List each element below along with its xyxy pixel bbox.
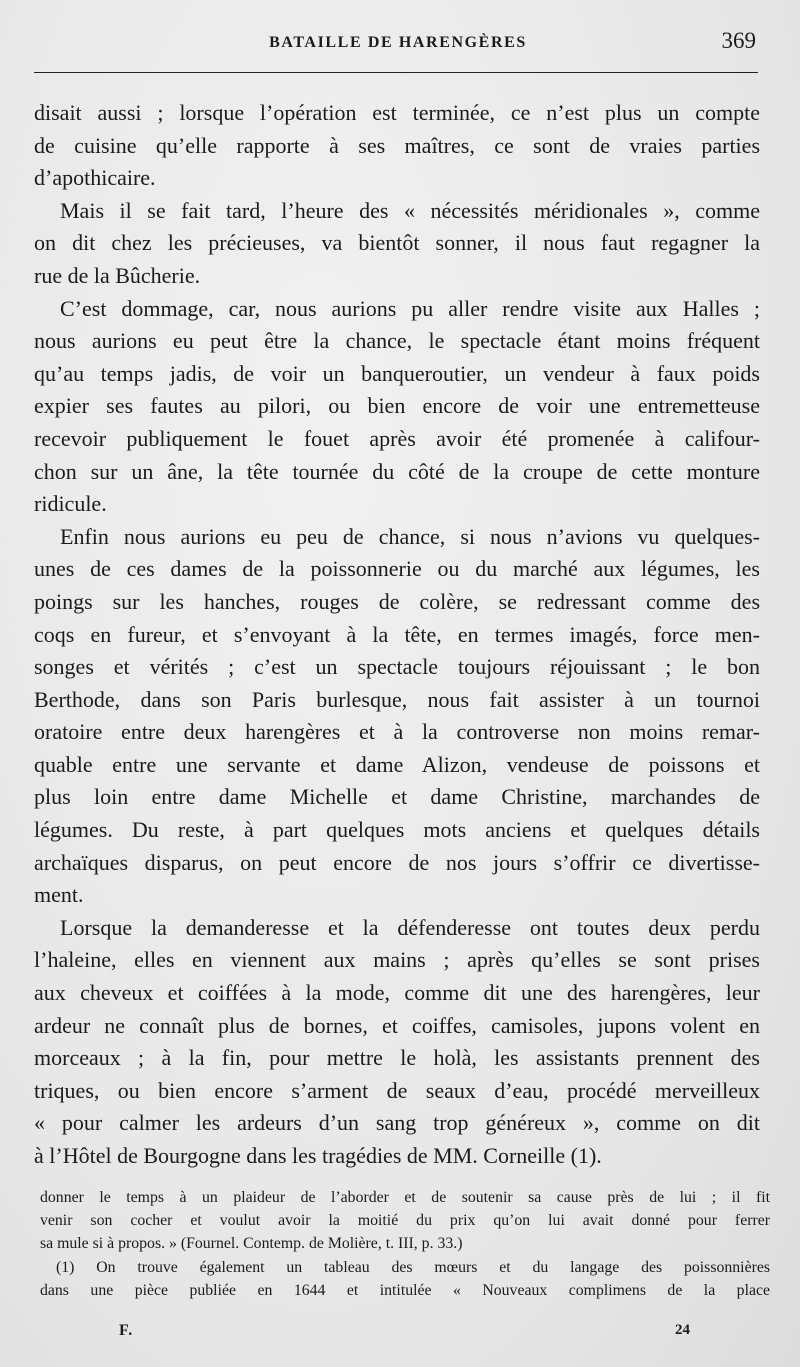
page-number: 369 bbox=[721, 28, 756, 53]
text-line: ardeur ne connaît plus de bornes, et coiffes, camisoles, jupons volent en bbox=[34, 1012, 760, 1038]
text-line: unes de ces dames de la poissonnerie ou du marché aux légumes, les bbox=[34, 556, 760, 582]
text-line: Lorsque la demanderesse et la défenderesse ont toutes deux perdu bbox=[60, 914, 760, 940]
text-line: triques, ou bien encore s’arment de seaux d’eau, procédé merveilleux bbox=[34, 1077, 760, 1103]
text-line: recevoir publiquement le fouet après avoir été promenée à califour- bbox=[34, 425, 760, 451]
text-line: rue de la Bûcherie. bbox=[34, 262, 201, 288]
header-rule bbox=[34, 72, 758, 73]
main-text bbox=[34, 97, 760, 1173]
text-line: songes et vérités ; c’est un spectacle toujours réjouissant ; le bon bbox=[34, 654, 760, 680]
text-line: d’apothicaire. bbox=[34, 165, 156, 191]
footnote-line: (1) On trouve également un tableau des mœurs et du langage des poissonnières bbox=[56, 1258, 770, 1276]
text-line: qu’au temps jadis, de voir un banqueroutier, un vendeur à faux poids bbox=[34, 360, 760, 386]
running-head bbox=[36, 26, 760, 60]
text-line: l’haleine, elles en viennent aux mains ; après qu’elles se sont prises bbox=[34, 947, 760, 973]
text-line: nous aurions eu peut être la chance, le spectacle étant moins fréquent bbox=[34, 328, 760, 354]
running-title: BATAILLE DE HARENGÈRES bbox=[269, 34, 527, 51]
text-line: ment. bbox=[34, 882, 84, 908]
text-line: à l’Hôtel de Bourgogne dans les tragédies de MM. Corneille (1). bbox=[34, 1143, 602, 1168]
text-line: oratoire entre deux harengères et à la controverse non moins remar- bbox=[34, 719, 760, 745]
footnote-line: dans une pièce publiée en 1644 et intitulée « Nouveaux complimens de la place bbox=[40, 1281, 770, 1299]
text-line: C’est dommage, car, nous aurions pu aller rendre visite aux Halles ; bbox=[60, 295, 760, 321]
text-line: « pour calmer les ardeurs d’un sang trop généreux », comme on dit bbox=[34, 1110, 760, 1136]
footnote-line: donner le temps à un plaideur de l’aborder et de soutenir sa cause près de lui ; il fit bbox=[40, 1189, 770, 1206]
text-line: coqs en fureur, et s’envoyant à la tête, en termes imagés, force men- bbox=[34, 621, 760, 647]
text-line: aux cheveux et coiffées à la mode, comme dit une des harengères, leur bbox=[34, 980, 760, 1006]
footnotes bbox=[40, 1186, 770, 1302]
text-line: plus loin entre dame Michelle et dame Christine, marchandes de bbox=[34, 784, 760, 810]
text-line: poings sur les hanches, rouges de colère, se redressant comme des bbox=[34, 588, 760, 614]
text-line: Berthode, dans son Paris burlesque, nous fait assister à un tournoi bbox=[34, 686, 760, 712]
text-line: expier ses fautes au pilori, ou bien encore de voir une entremetteuse bbox=[34, 393, 760, 419]
text-line: on dit chez les précieuses, va bientôt sonner, il nous faut regagner la bbox=[34, 230, 760, 256]
text-line: quable entre une servante et dame Alizon, vendeuse de poissons et bbox=[34, 751, 760, 777]
text-line: disait aussi ; lorsque l’opération est terminée, ce n’est plus un compte bbox=[34, 100, 760, 125]
footnote-line: sa mule si à propos. » (Fournel. Contemp. de Molière, t. III, p. 33.) bbox=[40, 1235, 463, 1253]
text-line: ridicule. bbox=[34, 491, 107, 517]
sheet-number: 24 bbox=[675, 1322, 690, 1338]
footnote-line: venir son cocher et voulut avoir la moitié du prix qu’on lui avait donné pour ferrer bbox=[40, 1212, 770, 1230]
text-line: légumes. Du reste, à part quelques mots anciens et quelques détails bbox=[34, 817, 760, 843]
text-line: Mais il se fait tard, l’heure des « nécessités méridionales », comme bbox=[60, 197, 760, 223]
text-line: Enfin nous aurions eu peu de chance, si nous n’avions vu quelques- bbox=[60, 523, 760, 549]
text-line: de cuisine qu’elle rapporte à ses maîtres, ce sont de vraies parties bbox=[34, 132, 760, 158]
text-line: chon sur un âne, la tête tournée du côté de la croupe de cette monture bbox=[34, 458, 760, 484]
text-line: morceaux ; à la fin, pour mettre le holà, les assistants prennent des bbox=[34, 1045, 760, 1071]
text-line: archaïques disparus, on peut encore de nos jours s’offrir ce divertisse- bbox=[34, 849, 760, 875]
printer-signature: F. bbox=[119, 1322, 134, 1339]
